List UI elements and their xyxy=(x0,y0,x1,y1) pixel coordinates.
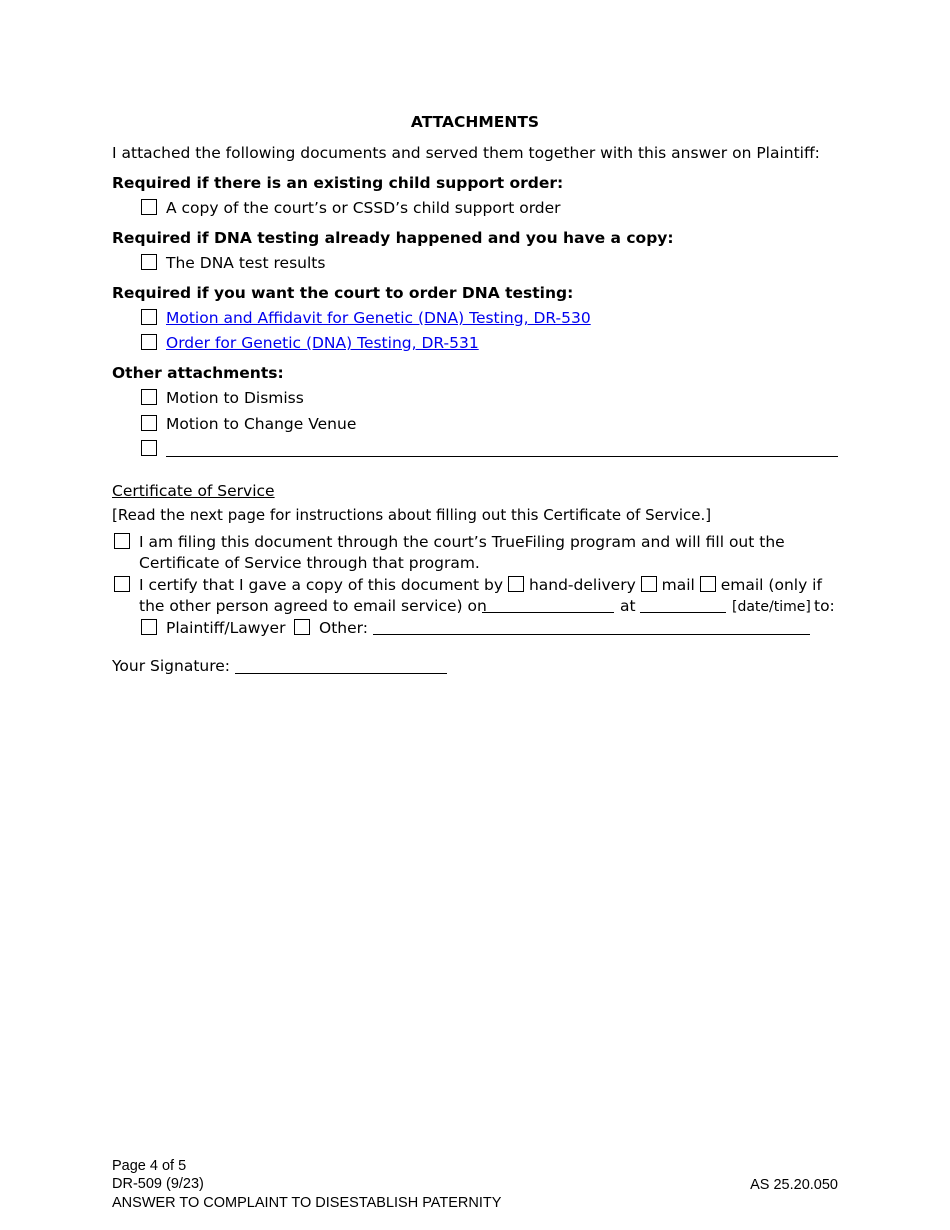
email-label: email (only if xyxy=(720,576,822,594)
dr531-checkbox[interactable] xyxy=(141,334,157,350)
to-label: to: xyxy=(814,597,835,615)
truefiling-text-line2: Certificate of Service through that program. xyxy=(139,554,480,572)
other-recipient-checkbox[interactable] xyxy=(294,619,310,635)
service-time-field[interactable] xyxy=(640,612,726,613)
certify-checkbox[interactable] xyxy=(114,576,130,592)
signature-field[interactable] xyxy=(235,673,447,674)
hand-delivery-checkbox[interactable] xyxy=(508,576,524,592)
plaintiff-lawyer-label: Plaintiff/Lawyer xyxy=(166,619,286,637)
support-order-label: A copy of the court’s or CSSD’s child support order xyxy=(166,199,561,217)
certificate-title: Certificate of Service xyxy=(112,482,275,500)
page-title: ATTACHMENTS xyxy=(410,113,540,131)
other-recipient-field[interactable] xyxy=(373,634,810,635)
dna-results-label: The DNA test results xyxy=(166,254,326,272)
plaintiff-lawyer-checkbox[interactable] xyxy=(141,619,157,635)
footer-page-number: Page 4 of 5 xyxy=(112,1158,187,1174)
other-attachment-checkbox[interactable] xyxy=(141,440,157,456)
dr530-link[interactable]: Motion and Affidavit for Genetic (DNA) Testing, DR-530 xyxy=(166,309,591,327)
certify-line2-text: the other person agreed to email service) on xyxy=(139,597,487,615)
certificate-note: [Read the next page for instructions about filling out this Certificate of Service.] xyxy=(112,506,712,524)
footer-form-title: ANSWER TO COMPLAINT TO DISESTABLISH PATERNITY xyxy=(112,1195,502,1211)
certify-line1 xyxy=(139,575,822,595)
truefiling-text-line1: I am filing this document through the court’s TrueFiling program and will fill out the xyxy=(139,533,785,551)
certify-text: I certify that I gave a copy of this document by xyxy=(139,576,504,594)
dna-order-heading: Required if you want the court to order DNA testing: xyxy=(112,284,574,302)
other-attachments-heading: Other attachments: xyxy=(112,364,284,382)
mail-checkbox[interactable] xyxy=(641,576,657,592)
other-attachment-field[interactable] xyxy=(166,456,838,457)
footer-statute: AS 25.20.050 xyxy=(750,1177,838,1193)
signature-label: Your Signature: xyxy=(112,657,231,675)
venue-label: Motion to Change Venue xyxy=(166,415,357,433)
footer-form-code: DR-509 (9/23) xyxy=(112,1176,204,1192)
venue-checkbox[interactable] xyxy=(141,415,157,431)
datetime-label: [date/time] xyxy=(732,599,811,615)
mail-label: mail xyxy=(661,576,695,594)
truefiling-checkbox[interactable] xyxy=(114,533,130,549)
dna-results-checkbox[interactable] xyxy=(141,254,157,270)
support-order-heading: Required if there is an existing child support order: xyxy=(112,174,564,192)
dna-results-heading: Required if DNA testing already happened and you have a copy: xyxy=(112,229,674,247)
support-order-checkbox[interactable] xyxy=(141,199,157,215)
dismiss-label: Motion to Dismiss xyxy=(166,389,304,407)
hand-delivery-label: hand-delivery xyxy=(528,576,636,594)
dr531-link[interactable]: Order for Genetic (DNA) Testing, DR-531 xyxy=(166,334,479,352)
intro-text: I attached the following documents and served them together with this answer on Plaintiff: xyxy=(112,144,820,162)
service-date-field[interactable] xyxy=(482,612,614,613)
at-label: at xyxy=(620,597,636,615)
dr530-checkbox[interactable] xyxy=(141,309,157,325)
dismiss-checkbox[interactable] xyxy=(141,389,157,405)
email-checkbox[interactable] xyxy=(700,576,716,592)
other-recipient-label: Other: xyxy=(319,619,368,637)
